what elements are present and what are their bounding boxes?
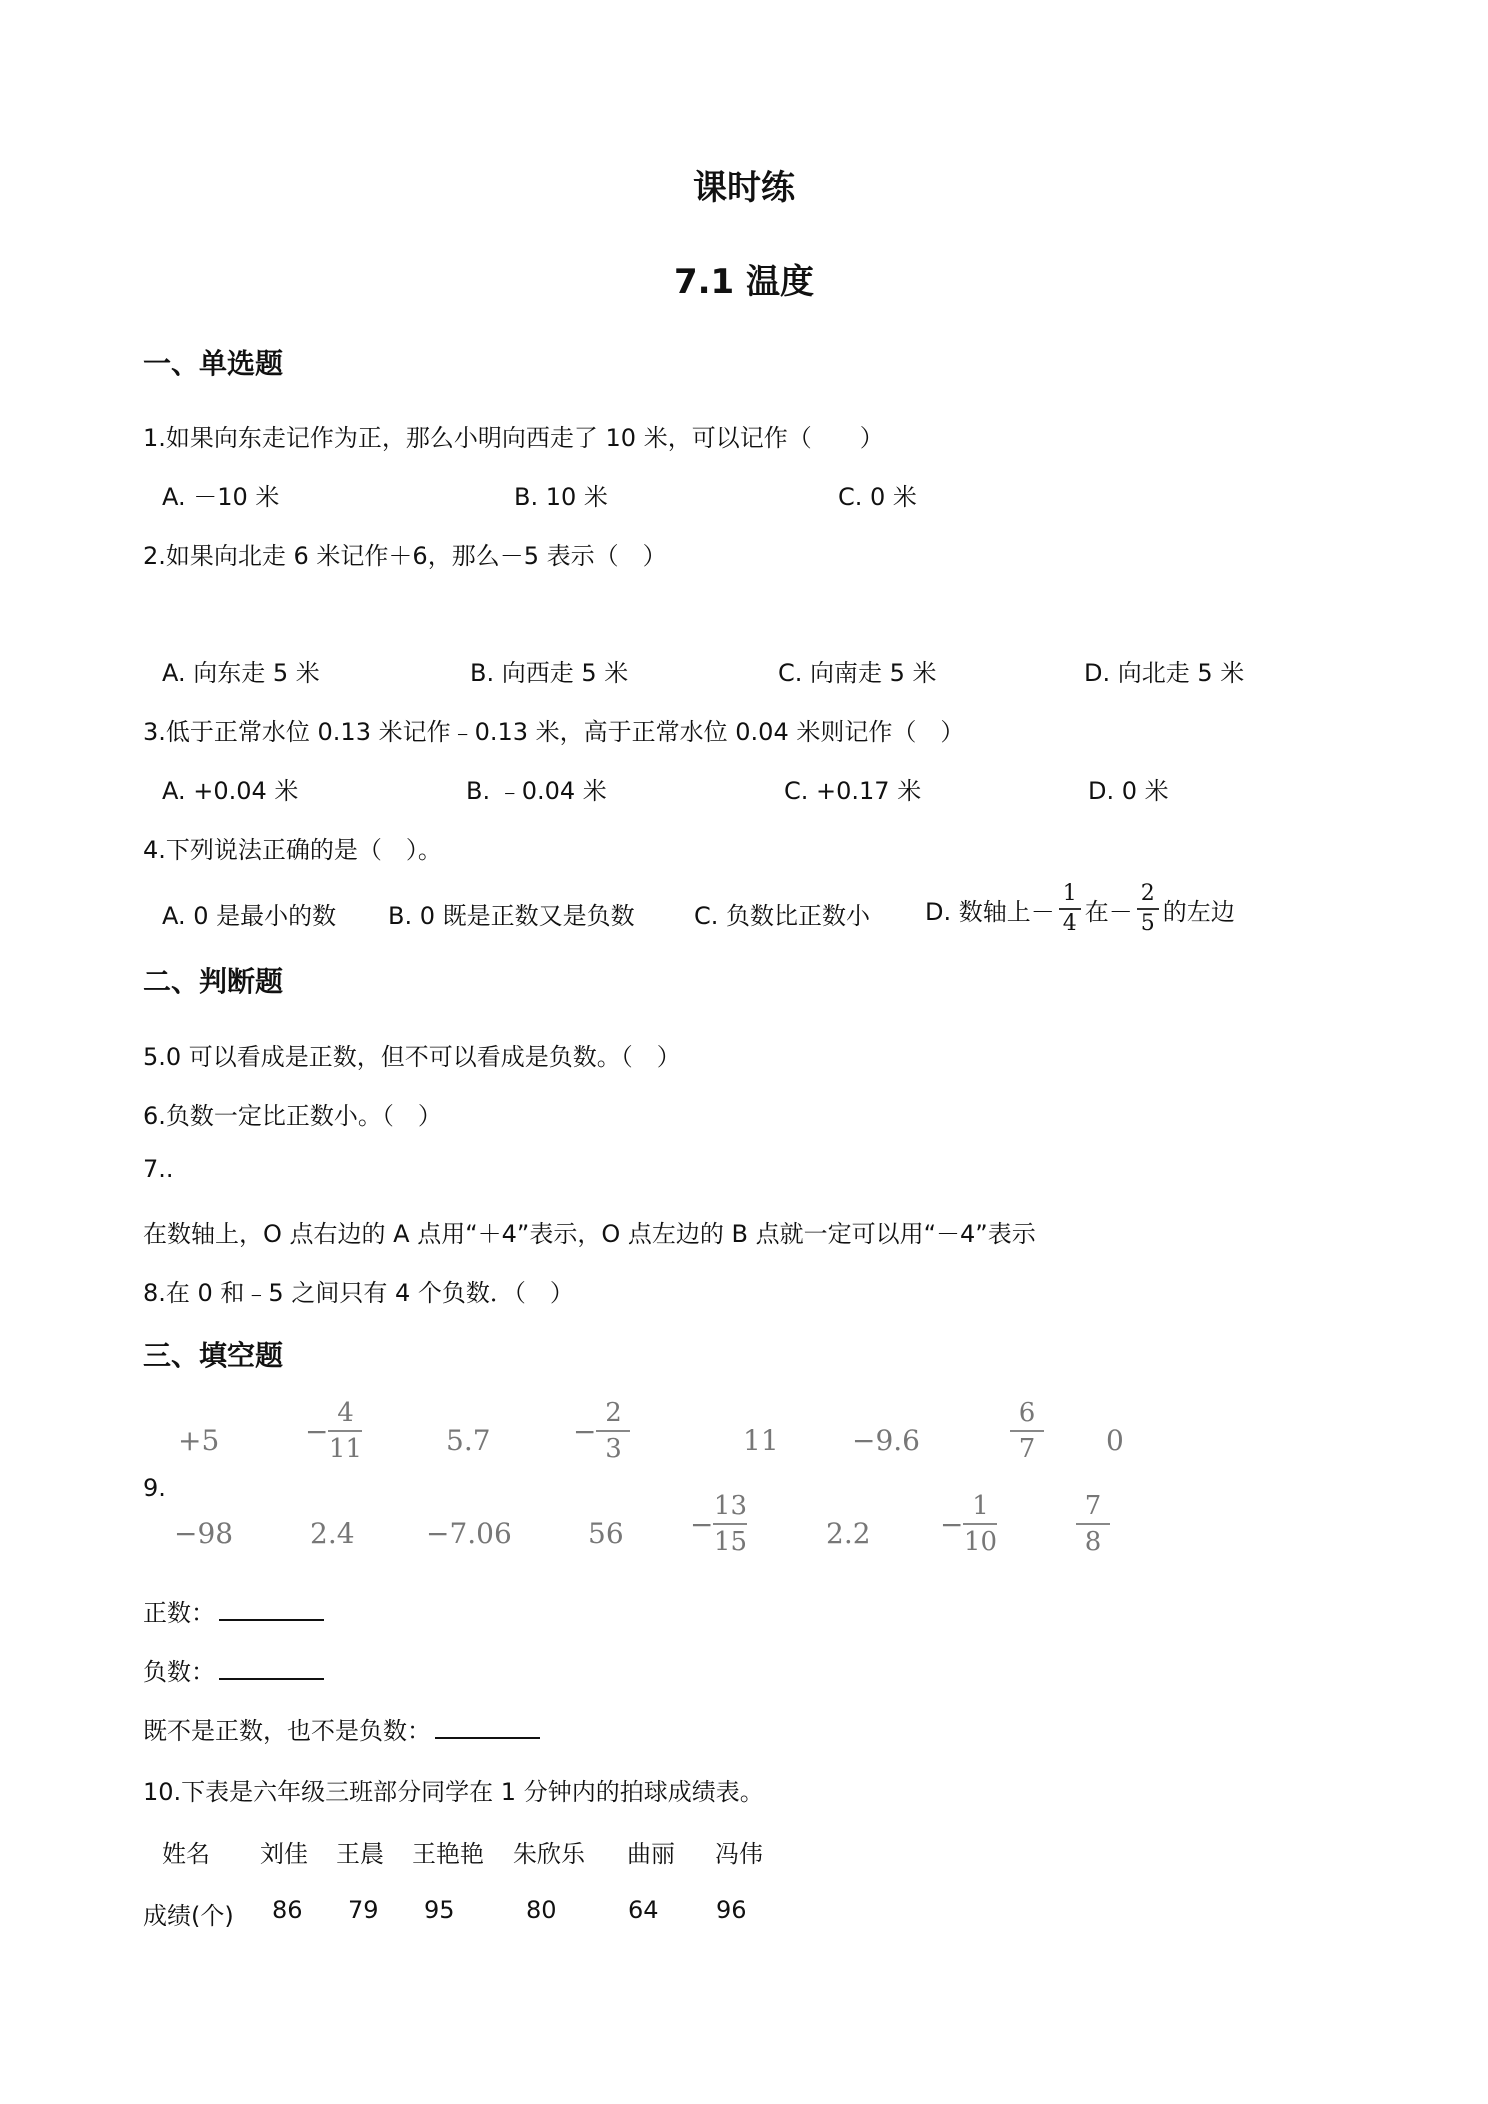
fraction-denominator: 7: [1018, 1434, 1036, 1464]
table-score-1: 86: [272, 1896, 303, 1924]
question-9-label: 9.: [143, 1474, 166, 1502]
fraction-bar: [1010, 1430, 1044, 1432]
fraction-denominator: 8: [1084, 1527, 1102, 1557]
q9-num-r2-3: −7.06: [426, 1517, 512, 1550]
q9-num-r2-5: 2.2: [826, 1517, 871, 1550]
fraction-numerator: 1: [972, 1491, 989, 1521]
q1-option-b[interactable]: B. 10 米: [514, 483, 608, 511]
fraction-numerator: 2: [605, 1398, 622, 1428]
q9-neither-blank[interactable]: [435, 1715, 540, 1739]
q4-option-c[interactable]: C. 负数比正数小: [694, 902, 871, 930]
q9-neither-label: 既不是正数，也不是负数：: [143, 1717, 431, 1745]
table-score-3: 95: [424, 1896, 455, 1924]
q4-d-prefix: D. 数轴上－: [925, 897, 1055, 926]
fraction-denominator: 10: [963, 1527, 998, 1557]
fraction: [1010, 1400, 1044, 1462]
q1-option-c[interactable]: C. 0 米: [838, 483, 917, 511]
fraction: [328, 1400, 362, 1462]
fraction-bar: [713, 1523, 747, 1525]
question-5: 5.0 可以看成是正数，但不可以看成是负数。（ ）: [143, 1043, 681, 1071]
fraction-numerator: 2: [1140, 881, 1155, 906]
question-4: 4.下列说法正确的是（ ）。: [143, 836, 442, 864]
table-name-2: 王晨: [336, 1840, 384, 1868]
q3-option-d[interactable]: D. 0 米: [1088, 777, 1169, 805]
fraction-denominator: 4: [1062, 911, 1077, 936]
q9-negative-label: 负数：: [143, 1658, 215, 1686]
question-3: 3.低于正常水位 0.13 米记作﹣0.13 米，高于正常水位 0.04 米则记作（ ）: [143, 718, 965, 746]
question-7-text: 在数轴上，O 点右边的 A 点用“＋4”表示，O 点左边的 B 点就一定可以用“－4”表示: [143, 1220, 1036, 1248]
q2-option-a[interactable]: A. 向东走 5 米: [162, 659, 320, 687]
q9-num-r2-4: 56: [588, 1517, 624, 1550]
q9-frac-r1-3: [1010, 1400, 1044, 1462]
fraction-numerator: 7: [1084, 1491, 1102, 1521]
fraction: [596, 1400, 630, 1462]
q9-num-r1-4: −9.6: [852, 1424, 920, 1457]
table-score-2: 79: [348, 1896, 379, 1924]
fraction: [963, 1493, 997, 1555]
question-2: 2.如果向北走 6 米记作＋6，那么－5 表示（ ）: [143, 542, 667, 570]
table-header-label: 姓名: [162, 1840, 210, 1868]
table-score-6: 96: [716, 1896, 747, 1924]
fraction-bar: [963, 1523, 997, 1525]
q9-num-r1-1: +5: [178, 1424, 220, 1457]
q9-num-r1-3: 11: [743, 1424, 779, 1457]
q9-frac-r1-2: [573, 1400, 630, 1462]
q9-frac-r2-3: [1076, 1493, 1110, 1555]
q9-num-r1-5: 0: [1106, 1424, 1124, 1457]
fraction-numerator: 6: [1018, 1398, 1036, 1428]
fraction-denominator: 11: [328, 1434, 363, 1464]
fraction-numerator: 4: [337, 1398, 354, 1428]
q9-frac-r2-1: [690, 1493, 747, 1555]
q2-option-c[interactable]: C. 向南走 5 米: [778, 659, 937, 687]
table-name-1: 刘佳: [260, 1840, 308, 1868]
q3-option-b[interactable]: B. ﹣0.04 米: [466, 777, 607, 805]
question-6: 6.负数一定比正数小。（ ）: [143, 1102, 442, 1130]
question-8: 8.在 0 和﹣5 之间只有 4 个负数．（ ）: [143, 1279, 574, 1307]
section-heading-single-choice: 一、单选题: [143, 347, 284, 380]
fraction: [713, 1493, 747, 1555]
table-name-5: 曲丽: [627, 1840, 675, 1868]
question-1: 1.如果向东走记作为正，那么小明向西走了 10 米，可以记作（ ）: [143, 424, 884, 452]
table-score-5: 64: [628, 1896, 659, 1924]
fraction-bar: [1076, 1523, 1110, 1525]
q4-option-d[interactable]: [925, 880, 1235, 938]
fraction-numerator: 13: [713, 1491, 748, 1521]
fraction-bar: [1137, 908, 1159, 910]
q9-frac-r1-1: [305, 1400, 362, 1462]
q4-d-fraction-1: [1059, 883, 1081, 935]
question-10: 10.下表是六年级三班部分同学在 1 分钟内的拍球成绩表。: [143, 1778, 764, 1806]
q9-positive-blank[interactable]: [219, 1597, 324, 1621]
page-subtitle: 7.1 温度: [673, 262, 815, 302]
q9-negative-blank[interactable]: [219, 1656, 324, 1680]
table-score-4: 80: [526, 1896, 557, 1924]
fraction-denominator: 15: [713, 1527, 748, 1557]
table-name-3: 王艳艳: [412, 1840, 484, 1868]
q2-option-b[interactable]: B. 向西走 5 米: [470, 659, 629, 687]
fraction-bar: [1059, 908, 1081, 910]
fraction: [1076, 1493, 1110, 1555]
q9-num-r2-2: 2.4: [310, 1517, 355, 1550]
table-score-label: 成绩(个): [143, 1902, 234, 1930]
fraction-sign: −: [573, 1414, 597, 1448]
fraction-sign: −: [940, 1507, 964, 1541]
q9-frac-r2-2: [940, 1493, 997, 1555]
q9-positive-line: [143, 1593, 324, 1628]
fraction-numerator: 1: [1062, 881, 1077, 906]
table-name-6: 冯伟: [715, 1840, 763, 1868]
q9-neither-line: [143, 1711, 540, 1746]
fraction-sign: −: [690, 1507, 714, 1541]
q9-num-r2-1: −98: [174, 1517, 234, 1550]
q9-negative-line: [143, 1652, 324, 1687]
fraction-bar: [328, 1430, 362, 1432]
page-title: 课时练: [693, 168, 795, 208]
q4-option-b[interactable]: B. 0 既是正数又是负数: [388, 902, 635, 930]
fraction-sign: −: [305, 1414, 329, 1448]
fraction-denominator: 5: [1140, 911, 1155, 936]
question-7-label: 7..: [143, 1155, 174, 1183]
q4-option-a[interactable]: A. 0 是最小的数: [162, 902, 337, 930]
q4-d-fraction-2: [1137, 883, 1159, 935]
q9-num-r1-2: 5.7: [446, 1424, 491, 1457]
q4-d-suffix: 的左边: [1162, 897, 1235, 926]
fraction-denominator: 3: [605, 1434, 622, 1464]
section-heading-fill-blank: 三、填空题: [143, 1339, 284, 1372]
q9-positive-label: 正数：: [143, 1599, 215, 1627]
q3-option-c[interactable]: C. +0.17 米: [784, 777, 922, 805]
fraction-bar: [596, 1430, 630, 1432]
q2-option-d[interactable]: D. 向北走 5 米: [1084, 659, 1245, 687]
q3-option-a[interactable]: A. +0.04 米: [162, 777, 299, 805]
section-heading-true-false: 二、判断题: [143, 965, 284, 998]
q4-d-middle: 在－: [1084, 897, 1133, 926]
q1-option-a[interactable]: A. －10 米: [162, 483, 280, 511]
table-name-4: 朱欣乐: [513, 1840, 585, 1868]
